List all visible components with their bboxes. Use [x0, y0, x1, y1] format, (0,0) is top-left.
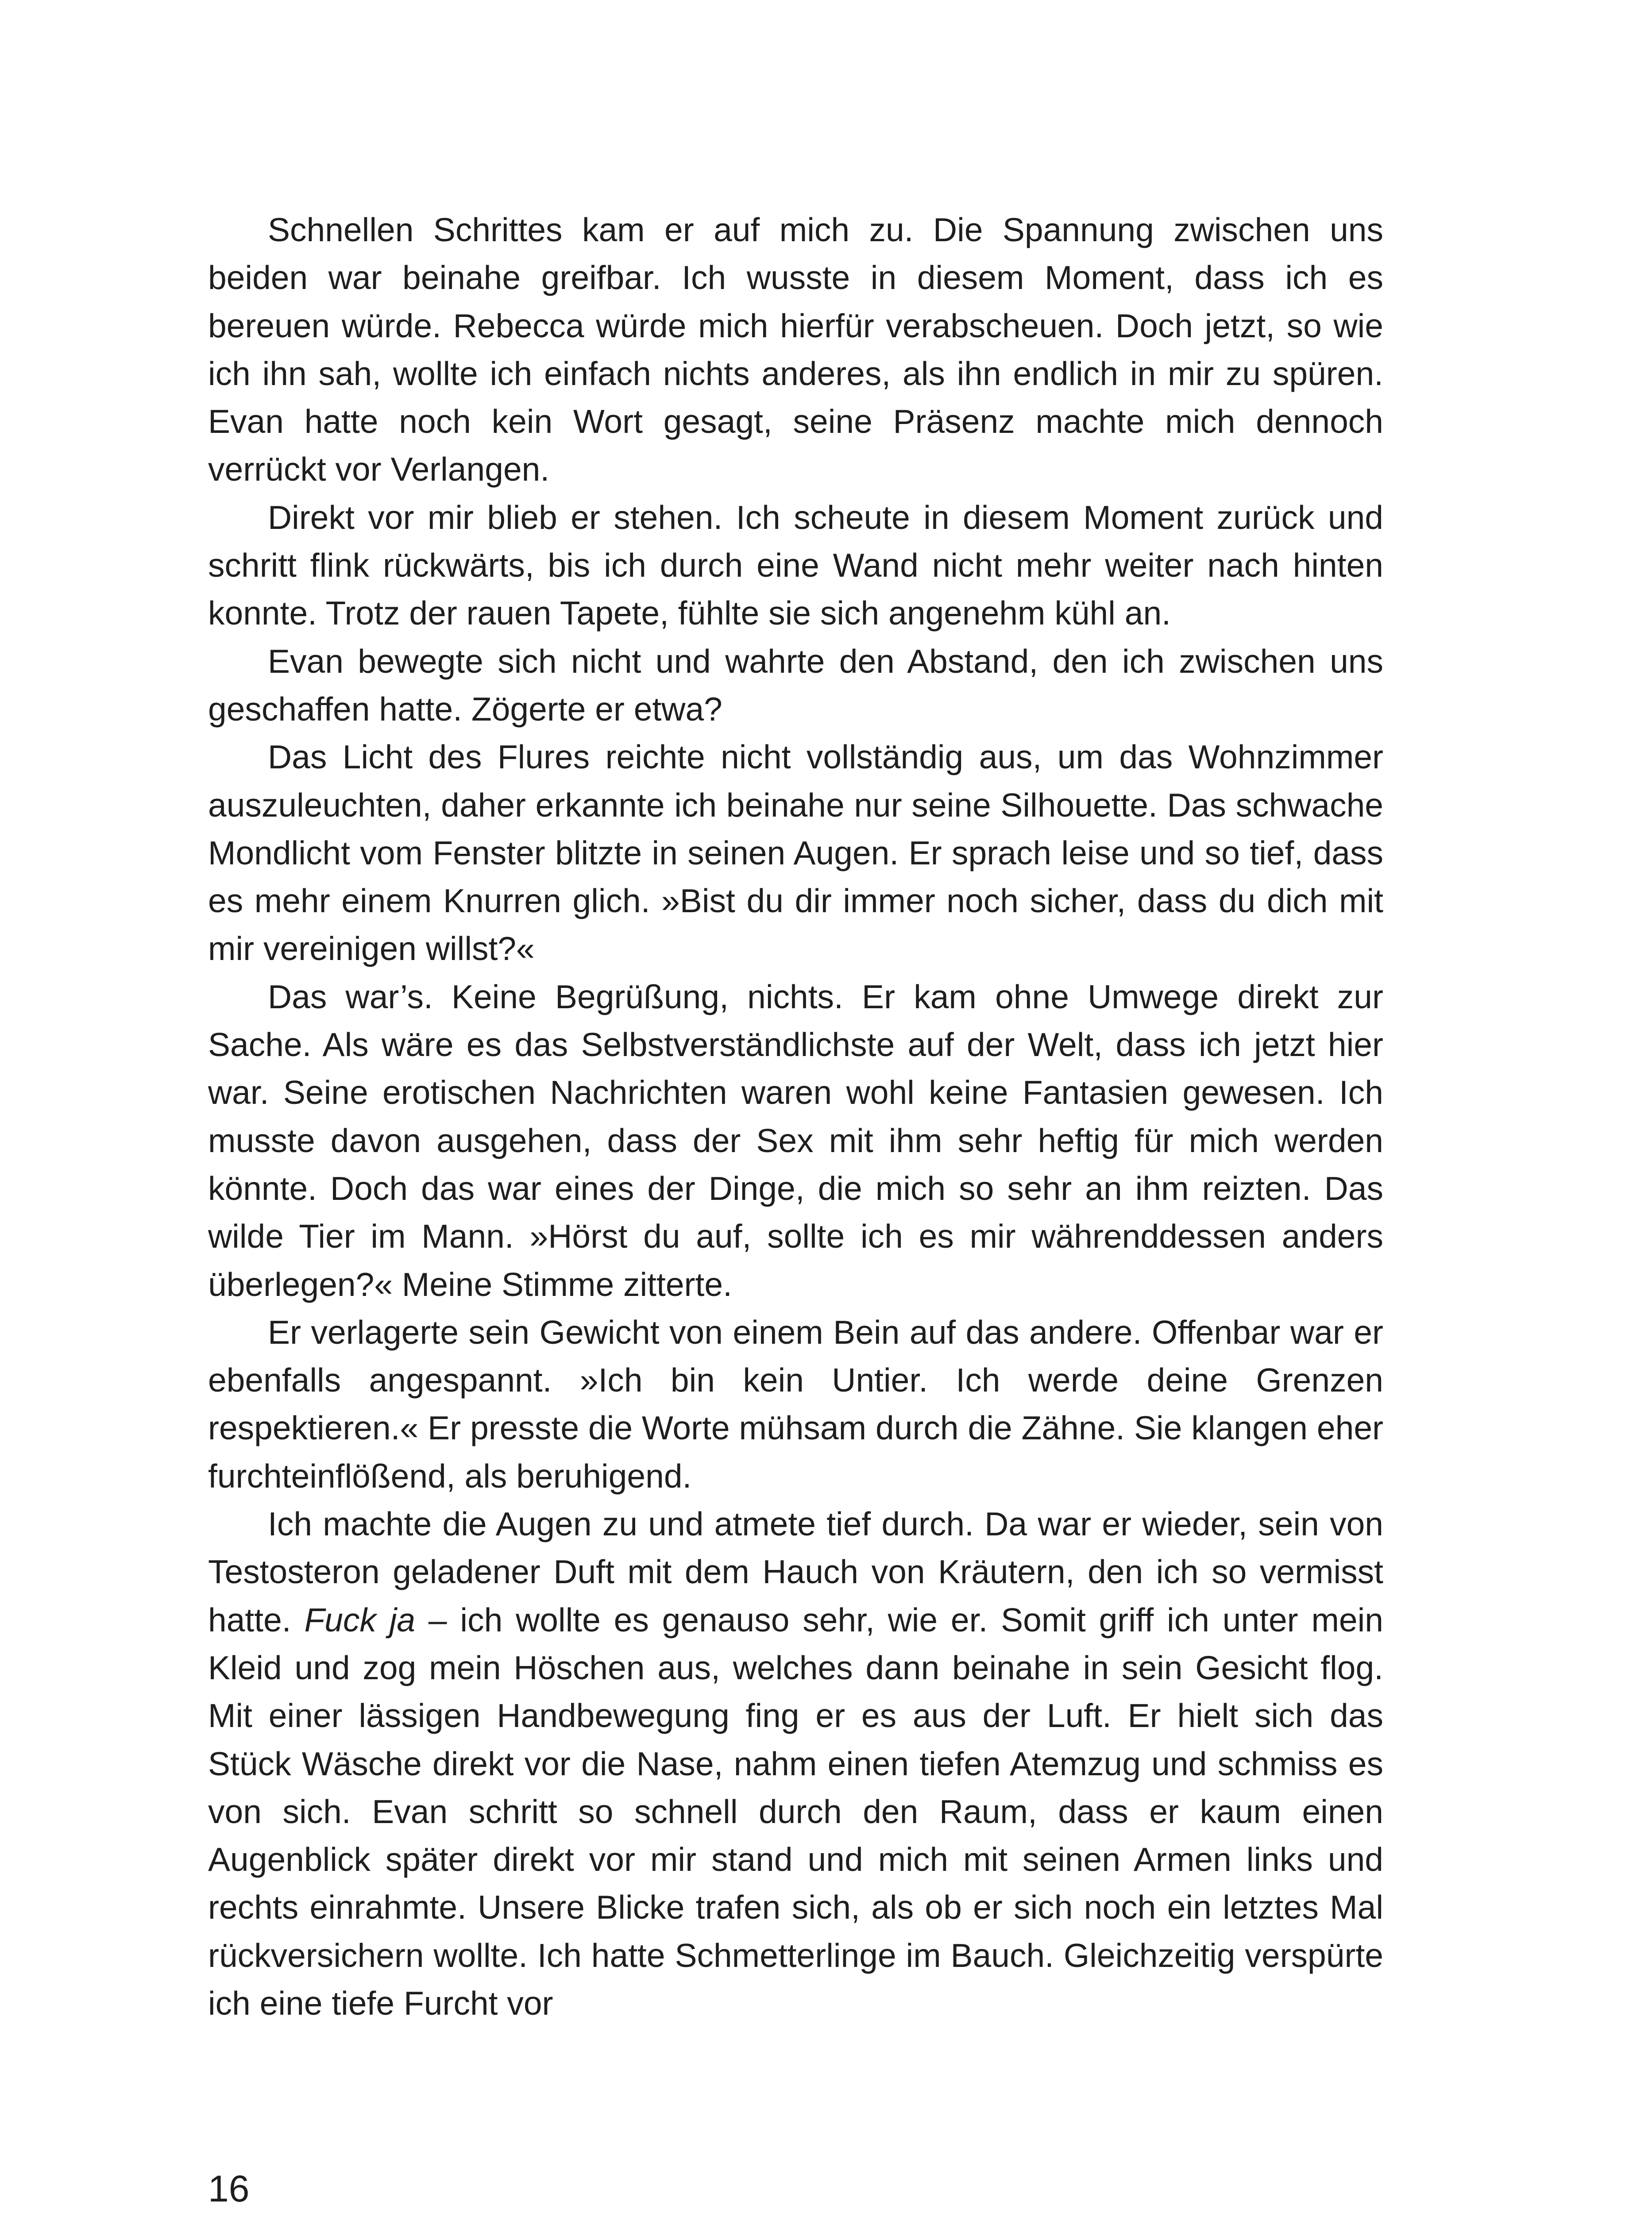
text-run: – ich wollte es genauso sehr, wie er. Somit griff ich unter mein Kleid und zog mein Höschen aus, welches dann beinahe in sein Gesicht flog. Mit einer lässigen Handbewegung fing er es aus der Luft. Er hielt sich das Stück Wäsche direkt vor die Nase, nahm einen tiefen Atemzug und schmiss es von sich. Evan schritt so schnell durch den Raum, dass er kaum einen Augenblick später direkt vor mir stand und mich mit seinen Armen links und rechts einrahmte. Unsere Blicke trafen sich, als ob er sich noch ein letztes Mal rückversichern wollte. Ich hatte Schmetterlinge im Bauch. Gleichzeitig verspürte ich eine tiefe Furcht vor: [208, 1601, 1384, 2022]
body-text: [208, 206, 1383, 2027]
paragraph: Er verlagerte sein Gewicht von einem Bein auf das andere. Offenbar war er ebenfalls angespannt. »Ich bin kein Untier. Ich werde deine Grenzen respektieren.« Er presste die Worte mühsam durch die Zähne. Sie klangen eher furchteinflößend, als beruhigend.: [208, 1313, 1383, 1495]
paragraph: [208, 1500, 1383, 2027]
italic-emphasis: Fuck ja: [304, 1601, 416, 1639]
paragraph: Evan bewegte sich nicht und wahrte den Abstand, den ich zwischen uns geschaffen hatte. Zögerte er etwa?: [208, 642, 1383, 728]
text-run: Ich machte die Augen zu und atmete tief durch. Da war er wieder, sein von Testosteron geladener Duft mit dem Hauch von Kräutern, den ich so vermisst hatte.: [208, 1505, 1383, 1639]
page-number: 16: [208, 2168, 250, 2209]
paragraph: Direkt vor mir blieb er stehen. Ich scheute in diesem Moment zurück und schritt flink rückwärts, bis ich durch eine Wand nicht mehr weiter nach hinten konnte. Trotz der rauen Tapete, fühlte sie sich angenehm kühl an.: [208, 498, 1383, 632]
paragraph: Das Licht des Flures reichte nicht vollständig aus, um das Wohnzimmer auszuleuchten, daher erkannte ich beinahe nur seine Silhouette. Das schwache Mondlicht vom Fenster blitzte in seinen Augen. Er sprach leise und so tief, dass es mehr einem Knurren glich. »Bist du dir immer noch sicher, dass du dich mit mir vereinigen willst?«: [208, 738, 1383, 968]
paragraph: Das war’s. Keine Begrüßung, nichts. Er kam ohne Umwege direkt zur Sache. Als wäre es das Selbstverständlichste auf der Welt, dass ich jetzt hier war. Seine erotischen Nachrichten waren wohl keine Fantasien gewesen. Ich musste davon ausgehen, dass der Sex mit ihm sehr heftig für mich werden könnte. Doch das war eines der Dinge, die mich so sehr an ihm reizten. Das wilde Tier im Mann. »Hörst du auf, sollte ich es mir währenddessen anders überlegen?« Meine Stimme zitterte.: [208, 978, 1383, 1303]
paragraph: Schnellen Schrittes kam er auf mich zu. Die Spannung zwischen uns beiden war beinahe greifbar. Ich wusste in diesem Moment, dass ich es bereuen würde. Rebecca würde mich hierfür verabscheuen. Doch jetzt, so wie ich ihn sah, wollte ich einfach nichts anderes, als ihn endlich in mir zu spüren. Evan hatte noch kein Wort gesagt, seine Präsenz machte mich dennoch verrückt vor Verlangen.: [208, 211, 1383, 488]
